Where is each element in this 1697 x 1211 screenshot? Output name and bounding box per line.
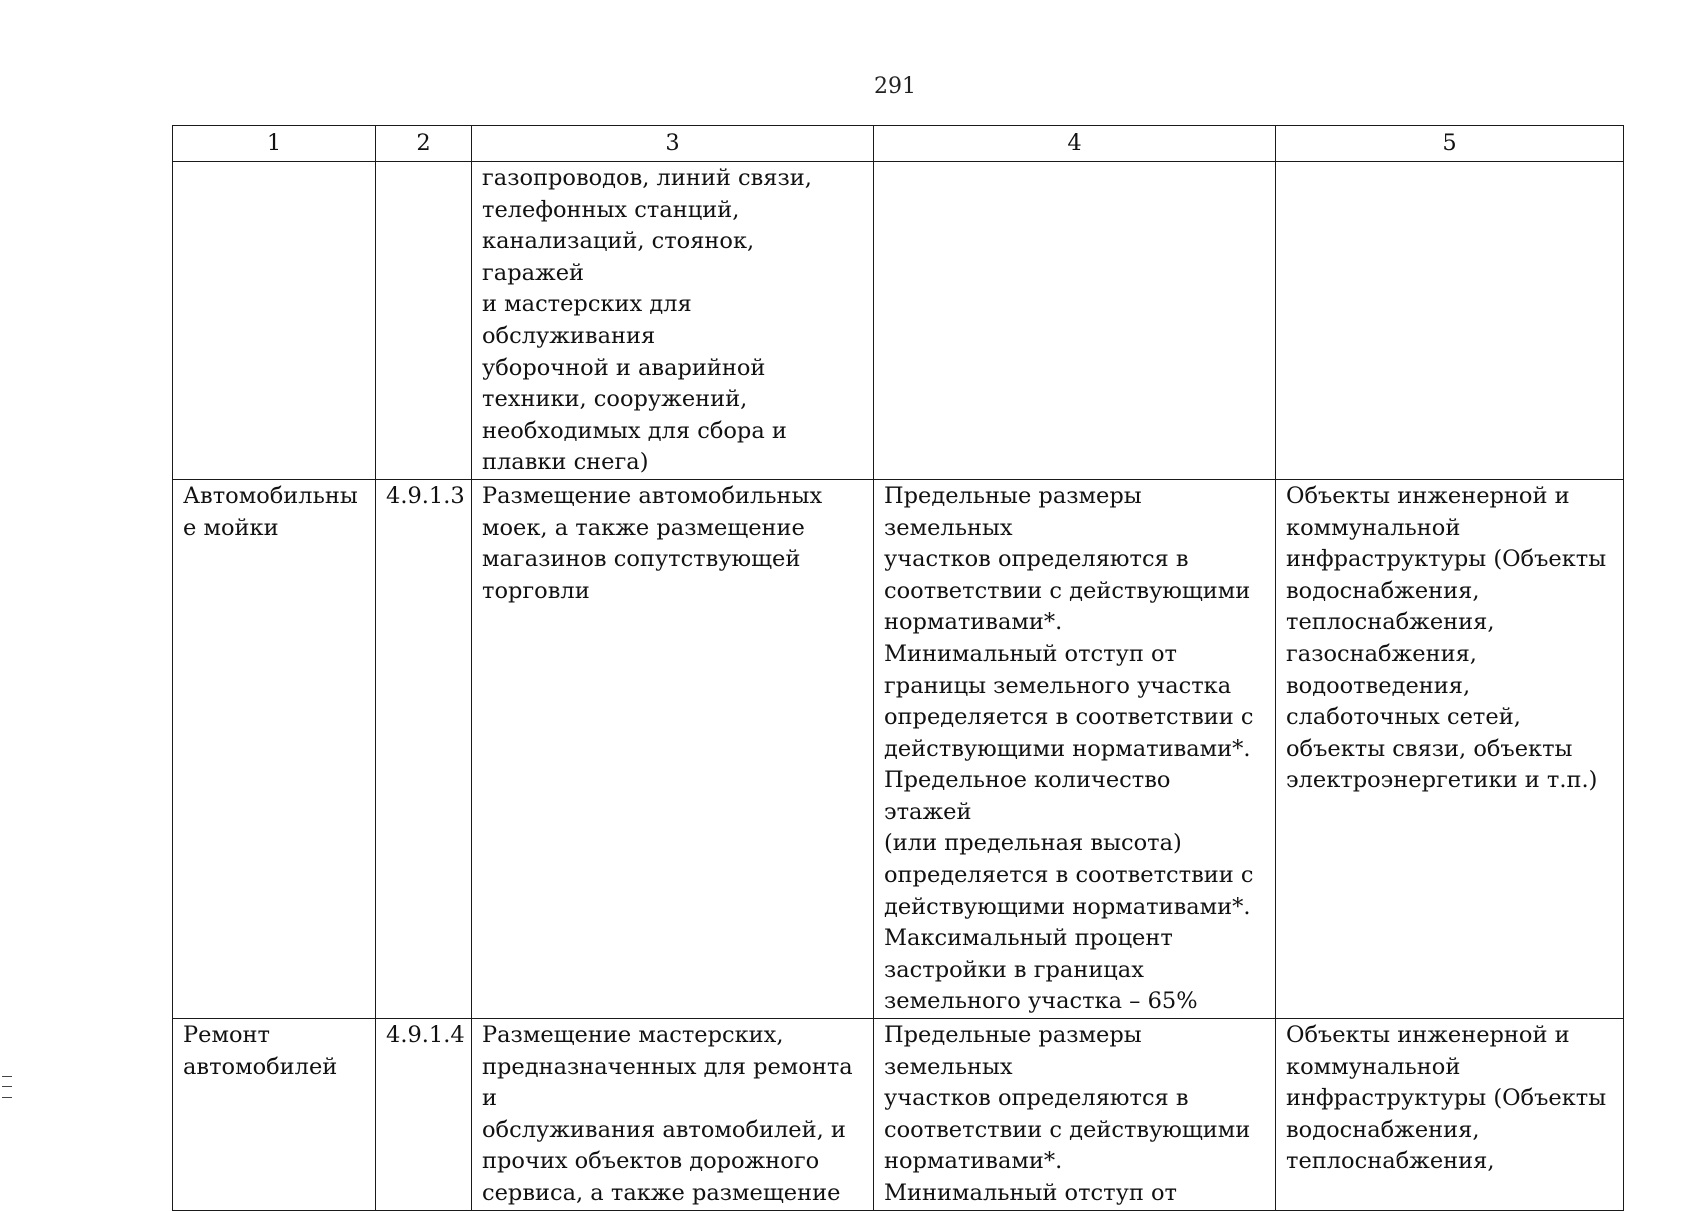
use-type-code: 4.9.1.3 [376, 479, 472, 1018]
auxiliary-uses: Объекты инженерной и коммунальной инфраструктуры (Объекты водоснабжения, теплоснабжения, газоснабжения, водоотведения, слаботочных сетей, объекты связи, объекты электроэнергетики и т.п.) [1276, 479, 1624, 1018]
use-type-code [376, 162, 472, 480]
use-type-name: Ремонт автомобилей [173, 1019, 376, 1211]
column-header-2: 2 [376, 126, 472, 162]
use-type-code: 4.9.1.4 [376, 1019, 472, 1211]
table-row [173, 1019, 1624, 1211]
use-type-description: газопроводов, линий связи, телефонных станций, канализаций, стоянок, гаражей и мастерских для обслуживания уборочной и аварийной техники, сооружений, необходимых для сбора и плавки снега) [472, 162, 874, 480]
use-type-description: Размещение автомобильных моек, а также размещение магазинов сопутствующей торговли [472, 479, 874, 1018]
use-type-description: Размещение мастерских, предназначенных для ремонта и обслуживания автомобилей, и прочих объектов дорожного сервиса, а также размещение [472, 1019, 874, 1211]
construction-parameters: Предельные размеры земельных участков определяются в соответствии с действующими нормативами*. Минимальный отступ от границы земельного участка определяется в соответствии с действующими нормативами*. Предельное количество этажей (или предельная высота) определяется в соответствии с действующими нормативами*. Максимальный процент застройки в границах земельного участка – 65% [874, 479, 1276, 1018]
auxiliary-uses: Объекты инженерной и коммунальной инфраструктуры (Объекты водоснабжения, теплоснабжения, [1276, 1019, 1624, 1211]
table-header-row [173, 126, 1624, 162]
page-number: 291 [874, 74, 916, 99]
binding-margin-mark [2, 1076, 12, 1098]
use-type-name: Автомобильны е мойки [173, 479, 376, 1018]
column-header-5: 5 [1276, 126, 1624, 162]
use-type-name [173, 162, 376, 480]
column-header-1: 1 [173, 126, 376, 162]
construction-parameters: Предельные размеры земельных участков определяются в соответствии с действующими нормативами*. Минимальный отступ от [874, 1019, 1276, 1211]
construction-parameters [874, 162, 1276, 480]
table-row [173, 479, 1624, 1018]
column-header-4: 4 [874, 126, 1276, 162]
land-use-table [172, 125, 1624, 1211]
table-row [173, 162, 1624, 480]
auxiliary-uses [1276, 162, 1624, 480]
column-header-3: 3 [472, 126, 874, 162]
